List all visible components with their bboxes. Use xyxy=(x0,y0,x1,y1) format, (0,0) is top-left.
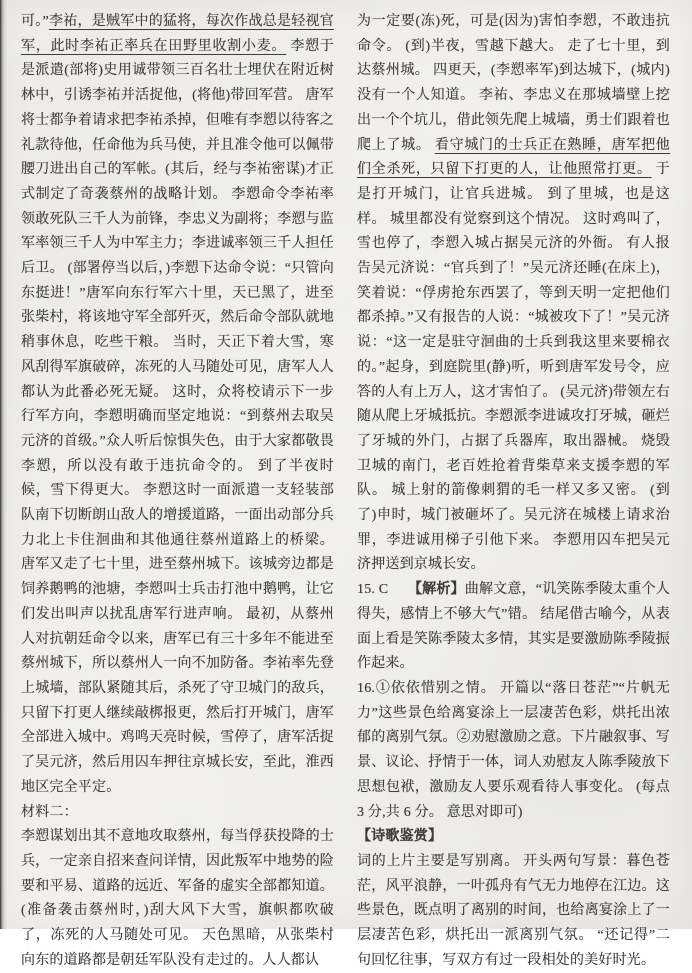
answer-15-number: 15. C xyxy=(357,582,389,598)
text-fragment: 于是打开城门，让官兵进城。 到了里城，也是这样。 城里都没有觉察到这个情况。 这时鸡叫了，雪也停了，李愬入城占据吴元济的外衙。 有人报告吴元济说：“官兵到了！”吴元济还睡(在床上)，笑着说：“俘虏抢东西罢了，等到天明一定把他们都杀掉。”又有报告的人说：“城被攻下了！”吴元济说：“这一定是驻守洄曲的士兵到我这里来要棉衣的。”起身，到庭院里(静)听，听到唐军发号令，应答的人有上万人，这才害怕了。 (吴元济)带领左右随从爬上牙城抵抗。李愬派李进诚攻打牙城，砸烂了牙城的外门，占据了兵器库，取出器械。 烧毁卫城的南门，老百姓抢着背柴草来支援李愬的军队。 城上射的箭像刺猬的毛一样又多又密。 (到了)申时，城门被砸坏了。吴元济在城楼上请求治罪，李进诚用梯子引他下来。 李愬用囚车把吴元济押送到京城长安。 xyxy=(357,162,671,573)
right-column xyxy=(357,10,670,973)
underlined-sentence: 看守城门的士兵正在熟睡，唐军把他们全杀死，只留下打更的人，让他照常打更。 xyxy=(357,137,670,178)
text-fragment: 词的上片主要是写别离。 开头两句写景：暮色苍茫，风平浪静，一叶孤舟有气无力地停在江边。这些景色，既点明了离别的时间，也给离宴涂上了一层凄苦色彩，烘托出一派离别气氛。 “还记得”二句回忆往事，写双方有过一段相处的美好时光。 xyxy=(357,853,670,968)
left-column xyxy=(21,10,334,973)
answer-16-paragraph xyxy=(357,677,670,825)
text-fragment: 李愬谋划出其不意地攻取蔡州，每当俘获投降的士兵，一定亲自招来查问详情，因此叛军中地势的险要和平易、道路的远近、军备的虚实全部都知道。 (准备袭击蔡州时，)刮大风下大雪，旗帜都吹破了，冻死的人马随处可见。 天色黑暗，从张柴村向东的道路都是朝廷军队没有走过的。人人都认 xyxy=(21,829,334,968)
material-two-heading xyxy=(21,801,334,826)
underlined-sentence: 李祐，是贼军中的猛将，每次作战总是轻视官军，此时李祐正率兵在田野里收割小麦。 xyxy=(21,14,334,54)
translation-material-one-paragraph xyxy=(21,10,334,801)
heading-text: 材料二： xyxy=(21,804,78,820)
text-fragment: 16.①依依惜别之情。 开篇以“落日苍茫”“片帆无力”这些景色给离宴涂上一层凄苦色彩，烘托出浓郁的离别气氛。②劝慰激励之意。下片融叙事、写景、议论、抒情于一体，词人劝慰友人陈季陵放下思想包袱，激励友人要乐观看待人事变化。 (每点 3 分,共 6 分。 意思对即可) xyxy=(357,680,670,820)
answer-15-paragraph xyxy=(357,578,670,677)
text-fragment: 可。” xyxy=(21,14,49,29)
text-fragment: 曲解文意，“讥笑陈季陵太重个人得失，感情上不够大气”错。 结尾借古喻今，从表面上看是笑陈季陵太多情，其实是要激励陈季陵振作起来。 xyxy=(357,582,670,672)
heading-text: 【诗歌鉴赏】 xyxy=(357,829,443,845)
two-column-text-area xyxy=(21,10,671,973)
material-two-paragraph xyxy=(21,825,334,973)
scan-edge-shadow xyxy=(0,0,7,929)
text-fragment: 为一定要(冻)死，可是(因为)害怕李愬，不敢违抗命令。 (到)半夜，雪越下越大。 走了七十里，到达蔡州城。 四更天，(李愬率军)到达城下，(城内)没有一个人知道。 李祐、李忠义在那城墙壁上挖出一个个坑儿，借此领先爬上城墙，勇士们跟着也爬上了城。 xyxy=(357,14,670,153)
analysis-label: 【解析】 xyxy=(407,582,465,598)
poem-appreciation-heading xyxy=(357,825,670,850)
translation-continued-paragraph xyxy=(357,10,670,578)
text-fragment: 李愬于是派遣(部将)史用诚带领三百名壮士埋伏在附近树林中，引诱李祐并活捉他，(将他)带回军营。 唐军将士都争着请求把李祐杀掉，但唯有李愬以待客之礼款待他，任命他为兵马使，并且准令他可以佩带腰刀进出自己的军帐。(其后，经与李祐密谋)才正式制定了奇袭蔡州的战略计划。 李愬命令李祐率领敢死队三千人为前锋，李忠义为副将；李愬与监军率领三千人为中军主力；李进诚率领三千人担任后卫。 (部署停当以后，)李愬下达命令说：“只管向东挺进！”唐军向东行军六十里，天已黑了，进至张柴村，将该地守军全部歼灭，然后命令部队就地稍事休息，吃些干粮。 当时，天正下着大雪，寒风刮得军旗破碎，冻死的人马随处可见，唐军人人都认为此番必死无疑。 这时，众将校请示下一步行军方向，李愬明确而坚定地说：“到蔡州去取吴元济的首级。”众人听后惊惧失色，由于大家都敬畏李愬，所以没有敢于违抗命令的。 到了半夜时候，雪下得更大。 李愬这时一面派遣一支轻装部队南下切断朗山敌人的增援道路，一面出动部分兵力北上卡住洄曲和其他通往蔡州道路上的桥梁。 唐军又走了七十里，进至蔡州城下。该城旁边都是饲养鹅鸭的池塘，李愬叫士兵击打池中鹅鸭，让它们发出叫声以扰乱唐军行进声响。 最初，从蔡州人对抗朝廷命令以来，唐军已有三十多年不能进至蔡州城下，所以蔡州人一向不加防备。李祐率先登上城墙，部队紧随其后，杀死了守卫城门的敌兵，只留下打更人继续敲梆报更，然后打开城门，唐军全部进入城中。鸡鸣天亮时候，雪停了，唐军活捉了吴元济，然后用囚车押往京城长安，至此，淮西地区完全平定。 xyxy=(21,38,334,795)
poem-appreciation-paragraph xyxy=(357,850,670,973)
